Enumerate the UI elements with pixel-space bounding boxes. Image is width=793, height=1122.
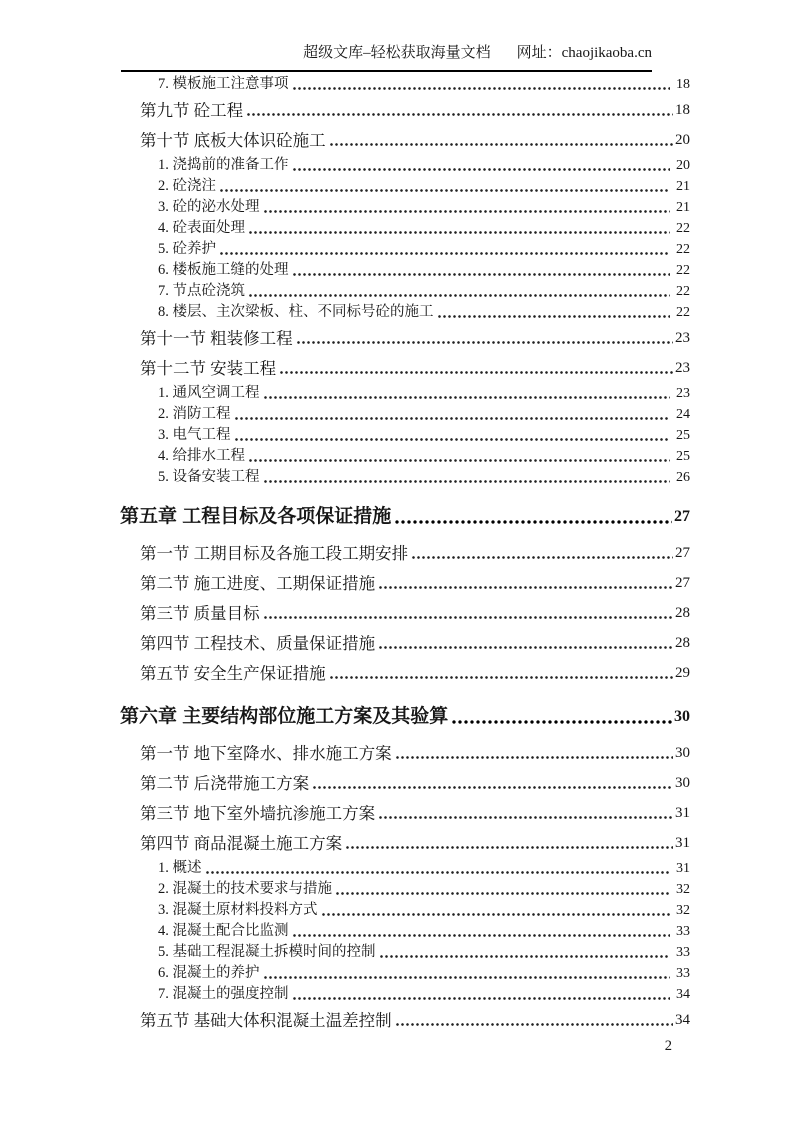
toc-entry-page: 33: [676, 966, 690, 981]
toc-entry-page: 23: [675, 330, 690, 346]
toc-entry[interactable]: [140, 743, 690, 764]
toc-entry[interactable]: [140, 1010, 690, 1031]
toc-entry-page: 32: [676, 903, 690, 918]
toc-entry-label: 5. 设备安装工程: [158, 469, 260, 485]
toc-entry[interactable]: [158, 963, 690, 984]
toc-entry[interactable]: [140, 358, 690, 379]
dot-leader: [379, 954, 671, 959]
dot-leader: [279, 370, 673, 375]
toc-entry-label: 第九节 砼工程: [140, 101, 244, 120]
toc-entry[interactable]: [158, 218, 690, 239]
toc-entry-page: 31: [676, 861, 690, 876]
toc-entry[interactable]: [158, 858, 690, 879]
toc-entry[interactable]: [158, 302, 690, 323]
toc-entry-page: 26: [676, 470, 690, 485]
dot-leader: [329, 675, 673, 680]
toc-entry-page: 23: [675, 360, 690, 376]
dot-leader: [335, 891, 670, 896]
dot-leader: [205, 870, 671, 875]
toc-entry[interactable]: [120, 704, 690, 730]
toc-entry-page: 21: [676, 179, 690, 194]
dot-leader: [378, 645, 673, 650]
toc-entry[interactable]: [140, 833, 690, 854]
toc-entry[interactable]: [158, 446, 690, 467]
toc-entry-label: 第四节 工程技术、质量保证措施: [140, 634, 376, 653]
toc-entry-page: 21: [676, 200, 690, 215]
toc-entry-page: 22: [676, 305, 690, 320]
dot-leader: [292, 933, 671, 938]
toc-entry-label: 第三节 地下室外墙抗渗施工方案: [140, 804, 376, 823]
toc-entry[interactable]: [140, 773, 690, 794]
dot-leader: [263, 615, 673, 620]
toc-entry-label: 4. 砼表面处理: [158, 220, 245, 236]
dot-leader: [234, 437, 671, 442]
header-slogan: 超级文库–轻松获取海量文档: [303, 45, 491, 61]
toc-entry-label: 第三节 质量目标: [140, 604, 260, 623]
toc-entry-page: 34: [676, 987, 690, 1002]
dot-leader: [246, 112, 673, 117]
toc-entry-label: 3. 混凝土原材料投料方式: [158, 902, 318, 918]
dot-leader: [248, 293, 670, 298]
toc-entry-label: 1. 概述: [158, 860, 202, 876]
dot-leader: [263, 395, 671, 400]
dot-leader: [263, 479, 671, 484]
dot-leader: [345, 845, 673, 850]
toc-entry-label: 第十一节 粗装修工程: [140, 329, 293, 348]
toc-entry-page: 30: [674, 708, 690, 725]
toc-entry[interactable]: [158, 74, 690, 95]
toc-entry-page: 29: [675, 665, 690, 681]
toc-entry-page: 22: [676, 263, 690, 278]
dot-leader: [292, 996, 671, 1001]
dot-leader: [292, 86, 671, 91]
toc-entry-label: 2. 消防工程: [158, 406, 231, 422]
toc-entry-label: 3. 砼的泌水处理: [158, 199, 260, 215]
toc-entry[interactable]: [158, 155, 690, 176]
toc-entry[interactable]: [158, 921, 690, 942]
header-url: chaojikaoba.cn: [561, 45, 652, 61]
dot-leader: [292, 167, 671, 172]
toc-entry-label: 第二节 后浇带施工方案: [140, 774, 310, 793]
toc-entry[interactable]: [158, 383, 690, 404]
dot-leader: [411, 555, 673, 560]
toc-entry-label: 5. 基础工程混凝土拆模时间的控制: [158, 944, 376, 960]
toc-entry-page: 33: [676, 924, 690, 939]
toc-entry-page: 28: [675, 605, 690, 621]
toc-entry-label: 1. 浇捣前的准备工作: [158, 157, 289, 173]
dot-leader: [395, 1022, 673, 1027]
toc-entry-page: 18: [676, 77, 690, 92]
toc-entry-page: 22: [676, 284, 690, 299]
toc-entry[interactable]: [140, 328, 690, 349]
toc-entry-label: 4. 混凝土配合比监测: [158, 923, 289, 939]
toc-entry-page: 28: [675, 635, 690, 651]
toc-entry-label: 5. 砼养护: [158, 241, 216, 257]
toc-entry[interactable]: [158, 467, 690, 488]
toc-entry[interactable]: [140, 100, 690, 121]
toc-entry[interactable]: [158, 404, 690, 425]
toc-entry[interactable]: [158, 879, 690, 900]
dot-leader: [263, 209, 671, 214]
toc-entry[interactable]: [158, 942, 690, 963]
toc-entry-page: 30: [675, 745, 690, 761]
toc-entry-page: 18: [675, 102, 690, 118]
toc-entry-label: 第二节 施工进度、工期保证措施: [140, 574, 376, 593]
toc-entry-page: 24: [676, 407, 690, 422]
dot-leader: [248, 458, 670, 463]
toc-entry-page: 25: [676, 428, 690, 443]
toc-entry[interactable]: [158, 984, 690, 1005]
toc-entry-label: 第一节 工期目标及各施工段工期安排: [140, 544, 409, 563]
dot-leader: [395, 755, 673, 760]
toc-entry-label: 7. 模板施工注意事项: [158, 76, 289, 92]
toc-entry-label: 7. 混凝土的强度控制: [158, 986, 289, 1002]
dot-leader: [292, 272, 671, 277]
toc-entry[interactable]: [120, 504, 690, 530]
dot-leader: [296, 340, 673, 345]
toc-entry-label: 第四节 商品混凝土施工方案: [140, 834, 343, 853]
toc-entry-label: 第五章 工程目标及各项保证措施: [120, 506, 392, 527]
toc-entry[interactable]: [140, 573, 690, 594]
toc-entry-page: 20: [675, 132, 690, 148]
table-of-contents: [120, 74, 690, 1035]
toc-entry-label: 6. 楼板施工缝的处理: [158, 262, 289, 278]
toc-entry-page: 22: [676, 221, 690, 236]
toc-entry[interactable]: [140, 803, 690, 824]
toc-entry-page: 27: [675, 545, 690, 561]
toc-entry-label: 3. 电气工程: [158, 427, 231, 443]
dot-leader: [437, 314, 671, 319]
toc-entry-page: 30: [675, 775, 690, 791]
dot-leader: [248, 230, 670, 235]
toc-entry-label: 8. 楼层、主次梁板、柱、不同标号砼的施工: [158, 304, 434, 320]
toc-entry-page: 33: [676, 945, 690, 960]
toc-entry-label: 1. 通风空调工程: [158, 385, 260, 401]
toc-entry[interactable]: [158, 197, 690, 218]
toc-entry-page: 31: [675, 835, 690, 851]
toc-entry[interactable]: [158, 260, 690, 281]
toc-entry-label: 7. 节点砼浇筑: [158, 283, 245, 299]
dot-leader: [451, 719, 672, 725]
toc-entry-label: 第五节 安全生产保证措施: [140, 664, 326, 683]
dot-leader: [378, 815, 673, 820]
toc-entry[interactable]: [158, 425, 690, 446]
toc-entry-page: 20: [676, 158, 690, 173]
toc-entry[interactable]: [140, 130, 690, 151]
toc-entry[interactable]: [140, 543, 690, 564]
header-url-label: 网址：: [516, 45, 562, 61]
toc-entry-page: 32: [676, 882, 690, 897]
toc-entry[interactable]: [158, 900, 690, 921]
dot-leader: [394, 519, 672, 525]
toc-entry-label: 2. 砼浇注: [158, 178, 216, 194]
dot-leader: [321, 912, 671, 917]
toc-entry-label: 2. 混凝土的技术要求与措施: [158, 881, 332, 897]
dot-leader: [219, 251, 670, 256]
toc-entry-label: 第十二节 安装工程: [140, 359, 277, 378]
toc-entry-page: 27: [674, 508, 690, 525]
dot-leader: [312, 785, 673, 790]
toc-entry-page: 25: [676, 449, 690, 464]
dot-leader: [219, 188, 670, 193]
page-number: 2: [664, 1038, 672, 1054]
toc-entry-label: 第一节 地下室降水、排水施工方案: [140, 744, 392, 763]
page-header: [121, 44, 652, 72]
toc-entry-page: 34: [675, 1012, 690, 1028]
toc-entry-label: 第五节 基础大体积混凝土温差控制: [140, 1011, 392, 1030]
toc-entry-page: 23: [676, 386, 690, 401]
toc-entry-label: 4. 给排水工程: [158, 448, 245, 464]
page-footer: [665, 1038, 672, 1055]
toc-entry[interactable]: [158, 239, 690, 260]
toc-entry-page: 27: [675, 575, 690, 591]
toc-entry-label: 第十节 底板大体识砼施工: [140, 131, 326, 150]
toc-entry-label: 第六章 主要结构部位施工方案及其验算: [120, 706, 449, 727]
dot-leader: [263, 975, 671, 980]
toc-entry-page: 22: [676, 242, 690, 257]
toc-entry[interactable]: [140, 633, 690, 654]
toc-entry[interactable]: [140, 603, 690, 624]
dot-leader: [378, 585, 673, 590]
toc-entry[interactable]: [158, 281, 690, 302]
toc-entry-page: 31: [675, 805, 690, 821]
dot-leader: [234, 416, 671, 421]
toc-entry-label: 6. 混凝土的养护: [158, 965, 260, 981]
toc-entry[interactable]: [140, 663, 690, 684]
toc-entry[interactable]: [158, 176, 690, 197]
dot-leader: [329, 142, 673, 147]
